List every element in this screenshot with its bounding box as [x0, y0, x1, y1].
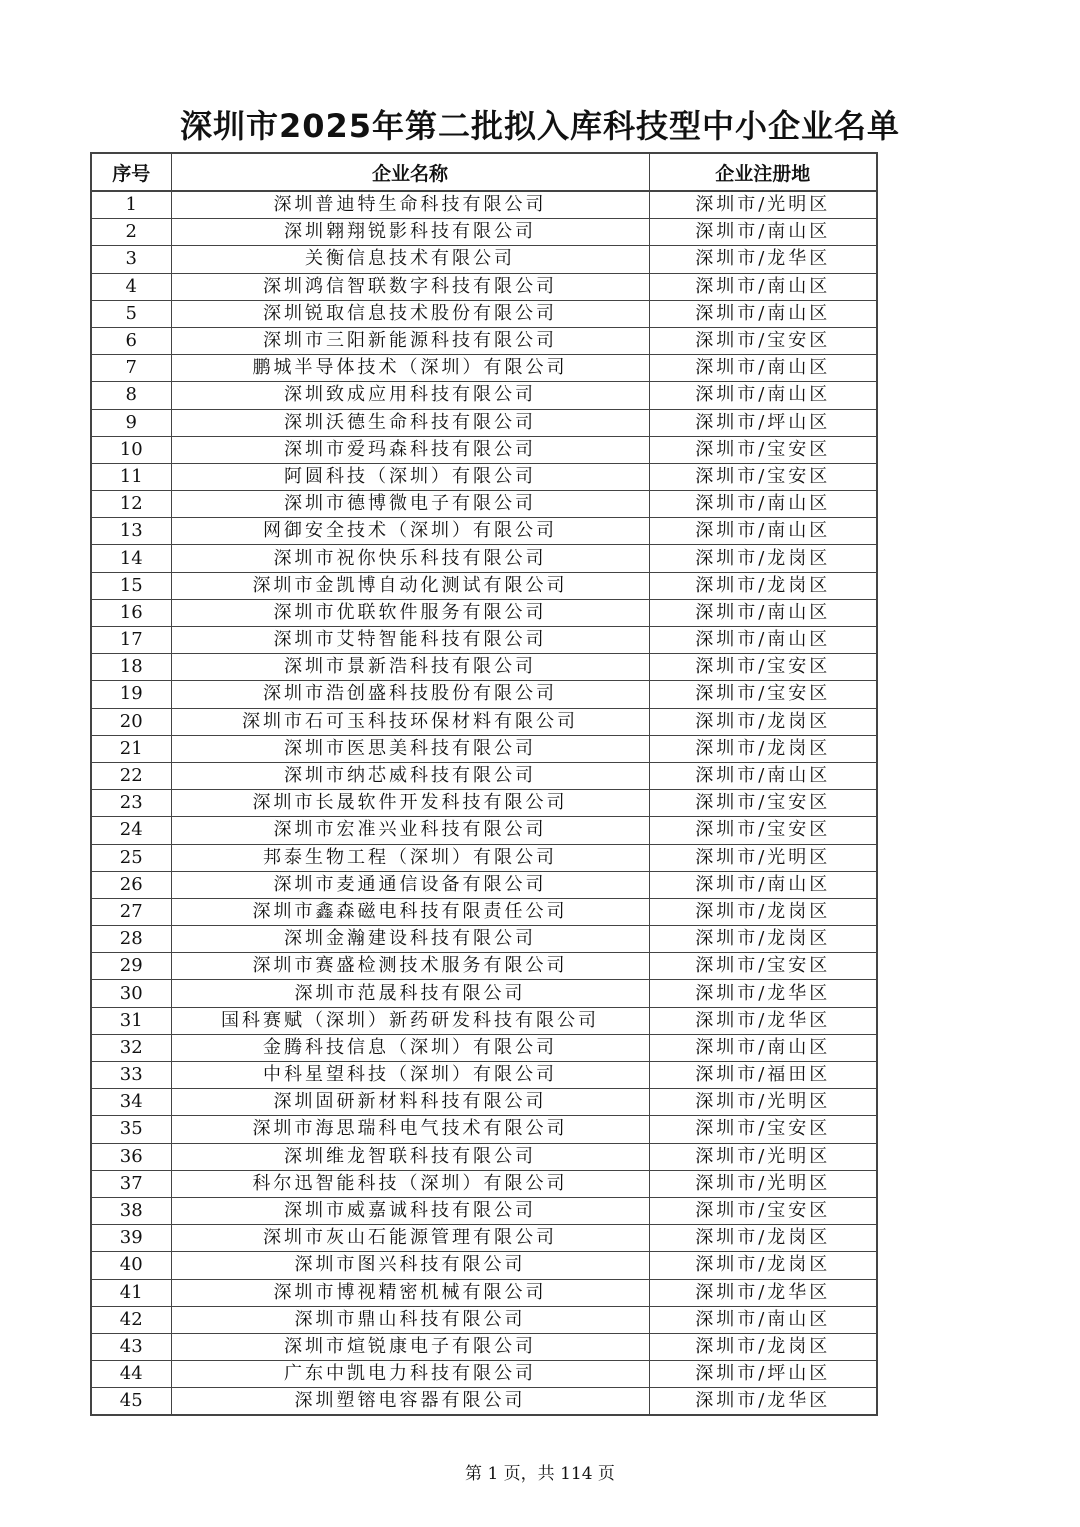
table-row [91, 627, 877, 654]
company-name-cell: 深圳市浩创盛科技股份有限公司 [171, 681, 649, 708]
table-row [91, 1225, 877, 1252]
registration-location-cell: 深圳市/宝安区 [649, 436, 877, 463]
serial-number-cell: 36 [91, 1143, 171, 1170]
registration-location-cell: 深圳市/南山区 [649, 1306, 877, 1333]
table-row [91, 762, 877, 789]
registration-location-cell: 深圳市/龙华区 [649, 1388, 877, 1416]
table-row [91, 545, 877, 572]
table-row [91, 1062, 877, 1089]
serial-number-cell: 27 [91, 898, 171, 925]
table-row [91, 463, 877, 490]
serial-number-cell: 5 [91, 300, 171, 327]
serial-number-cell: 10 [91, 436, 171, 463]
enterprise-table [90, 152, 878, 1416]
company-name-cell: 深圳鸿信智联数字科技有限公司 [171, 273, 649, 300]
registration-location-cell: 深圳市/南山区 [649, 762, 877, 789]
serial-number-cell: 22 [91, 762, 171, 789]
table-row [91, 681, 877, 708]
table-row [91, 246, 877, 273]
table-row [91, 572, 877, 599]
serial-number-cell: 45 [91, 1388, 171, 1416]
header-serial-number: 序号 [91, 153, 171, 191]
table-row [91, 1361, 877, 1388]
company-name-cell: 深圳市石可玉科技环保材料有限公司 [171, 708, 649, 735]
registration-location-cell: 深圳市/南山区 [649, 382, 877, 409]
registration-location-cell: 深圳市/南山区 [649, 300, 877, 327]
registration-location-cell: 深圳市/龙岗区 [649, 926, 877, 953]
company-name-cell: 深圳沃德生命科技有限公司 [171, 409, 649, 436]
registration-location-cell: 深圳市/光明区 [649, 191, 877, 219]
serial-number-cell: 23 [91, 790, 171, 817]
company-name-cell: 网御安全技术（深圳）有限公司 [171, 518, 649, 545]
serial-number-cell: 34 [91, 1089, 171, 1116]
serial-number-cell: 15 [91, 572, 171, 599]
company-name-cell: 深圳市麦通通信设备有限公司 [171, 871, 649, 898]
registration-location-cell: 深圳市/宝安区 [649, 1197, 877, 1224]
company-name-cell: 广东中凯电力科技有限公司 [171, 1361, 649, 1388]
table-row [91, 980, 877, 1007]
serial-number-cell: 30 [91, 980, 171, 1007]
registration-location-cell: 深圳市/宝安区 [649, 654, 877, 681]
company-name-cell: 深圳市范晟科技有限公司 [171, 980, 649, 1007]
company-name-cell: 深圳市博视精密机械有限公司 [171, 1279, 649, 1306]
registration-location-cell: 深圳市/南山区 [649, 273, 877, 300]
header-company-name: 企业名称 [171, 153, 649, 191]
table-row [91, 1007, 877, 1034]
registration-location-cell: 深圳市/龙华区 [649, 246, 877, 273]
serial-number-cell: 38 [91, 1197, 171, 1224]
company-name-cell: 深圳市鼎山科技有限公司 [171, 1306, 649, 1333]
table-row [91, 1197, 877, 1224]
company-name-cell: 深圳市煊锐康电子有限公司 [171, 1333, 649, 1360]
table-row [91, 1388, 877, 1416]
registration-location-cell: 深圳市/光明区 [649, 1170, 877, 1197]
serial-number-cell: 39 [91, 1225, 171, 1252]
company-name-cell: 深圳市海思瑞科电气技术有限公司 [171, 1116, 649, 1143]
registration-location-cell: 深圳市/南山区 [649, 219, 877, 246]
table-row [91, 654, 877, 681]
company-name-cell: 科尔迅智能科技（深圳）有限公司 [171, 1170, 649, 1197]
company-name-cell: 深圳市鑫森磁电科技有限责任公司 [171, 898, 649, 925]
company-name-cell: 深圳市赛盛检测技术服务有限公司 [171, 953, 649, 980]
company-name-cell: 深圳锐取信息技术股份有限公司 [171, 300, 649, 327]
company-name-cell: 邦泰生物工程（深圳）有限公司 [171, 844, 649, 871]
header-row [91, 153, 877, 191]
table-row [91, 191, 877, 219]
company-name-cell: 深圳维龙智联科技有限公司 [171, 1143, 649, 1170]
serial-number-cell: 14 [91, 545, 171, 572]
company-name-cell: 深圳市宏准兴业科技有限公司 [171, 817, 649, 844]
table-row [91, 1089, 877, 1116]
table-row [91, 273, 877, 300]
serial-number-cell: 25 [91, 844, 171, 871]
table-header [91, 153, 877, 191]
company-name-cell: 深圳市威嘉诚科技有限公司 [171, 1197, 649, 1224]
company-name-cell: 深圳市图兴科技有限公司 [171, 1252, 649, 1279]
serial-number-cell: 3 [91, 246, 171, 273]
registration-location-cell: 深圳市/宝安区 [649, 327, 877, 354]
registration-location-cell: 深圳市/宝安区 [649, 1116, 877, 1143]
registration-location-cell: 深圳市/龙岗区 [649, 1333, 877, 1360]
table-row [91, 844, 877, 871]
company-name-cell: 阿圆科技（深圳）有限公司 [171, 463, 649, 490]
registration-location-cell: 深圳市/龙岗区 [649, 735, 877, 762]
registration-location-cell: 深圳市/宝安区 [649, 681, 877, 708]
company-name-cell: 深圳固研新材料科技有限公司 [171, 1089, 649, 1116]
table-row [91, 926, 877, 953]
registration-location-cell: 深圳市/宝安区 [649, 790, 877, 817]
registration-location-cell: 深圳市/龙华区 [649, 1007, 877, 1034]
company-name-cell: 深圳市艾特智能科技有限公司 [171, 627, 649, 654]
serial-number-cell: 32 [91, 1034, 171, 1061]
registration-location-cell: 深圳市/龙岗区 [649, 545, 877, 572]
serial-number-cell: 2 [91, 219, 171, 246]
page-title: 深圳市2025年第二批拟入库科技型中小企业名单 [179, 107, 901, 145]
registration-location-cell: 深圳市/龙华区 [649, 1279, 877, 1306]
serial-number-cell: 43 [91, 1333, 171, 1360]
table-row [91, 871, 877, 898]
registration-location-cell: 深圳市/南山区 [649, 599, 877, 626]
serial-number-cell: 35 [91, 1116, 171, 1143]
company-name-cell: 深圳塑镕电容器有限公司 [171, 1388, 649, 1416]
company-name-cell: 深圳市三阳新能源科技有限公司 [171, 327, 649, 354]
serial-number-cell: 28 [91, 926, 171, 953]
company-name-cell: 鹏城半导体技术（深圳）有限公司 [171, 355, 649, 382]
table-row [91, 1143, 877, 1170]
registration-location-cell: 深圳市/宝安区 [649, 953, 877, 980]
registration-location-cell: 深圳市/龙岗区 [649, 1225, 877, 1252]
registration-location-cell: 深圳市/龙岗区 [649, 898, 877, 925]
registration-location-cell: 深圳市/光明区 [649, 1143, 877, 1170]
serial-number-cell: 19 [91, 681, 171, 708]
company-name-cell: 中科星望科技（深圳）有限公司 [171, 1062, 649, 1089]
registration-location-cell: 深圳市/坪山区 [649, 1361, 877, 1388]
registration-location-cell: 深圳市/南山区 [649, 627, 877, 654]
table-row [91, 735, 877, 762]
company-name-cell: 深圳金瀚建设科技有限公司 [171, 926, 649, 953]
table-row [91, 1116, 877, 1143]
company-name-cell: 深圳翱翔锐影科技有限公司 [171, 219, 649, 246]
registration-location-cell: 深圳市/龙岗区 [649, 572, 877, 599]
table-row [91, 518, 877, 545]
registration-location-cell: 深圳市/龙华区 [649, 980, 877, 1007]
serial-number-cell: 42 [91, 1306, 171, 1333]
serial-number-cell: 40 [91, 1252, 171, 1279]
table-row [91, 599, 877, 626]
table-row [91, 898, 877, 925]
serial-number-cell: 12 [91, 491, 171, 518]
registration-location-cell: 深圳市/宝安区 [649, 817, 877, 844]
registration-location-cell: 深圳市/宝安区 [649, 463, 877, 490]
table-row [91, 953, 877, 980]
company-name-cell: 国科赛赋（深圳）新药研发科技有限公司 [171, 1007, 649, 1034]
registration-location-cell: 深圳市/南山区 [649, 491, 877, 518]
company-name-cell: 深圳市景新浩科技有限公司 [171, 654, 649, 681]
serial-number-cell: 11 [91, 463, 171, 490]
table-row [91, 491, 877, 518]
header-registration-location: 企业注册地 [649, 153, 877, 191]
table-row [91, 382, 877, 409]
registration-location-cell: 深圳市/福田区 [649, 1062, 877, 1089]
table-row [91, 355, 877, 382]
serial-number-cell: 41 [91, 1279, 171, 1306]
company-name-cell: 深圳致成应用科技有限公司 [171, 382, 649, 409]
table-row [91, 409, 877, 436]
page-footer: 第 1 页，共 114 页 [465, 1464, 615, 1484]
serial-number-cell: 29 [91, 953, 171, 980]
company-name-cell: 深圳市纳芯威科技有限公司 [171, 762, 649, 789]
company-name-cell: 深圳普迪特生命科技有限公司 [171, 191, 649, 219]
registration-location-cell: 深圳市/龙岗区 [649, 708, 877, 735]
company-name-cell: 深圳市优联软件服务有限公司 [171, 599, 649, 626]
table-row [91, 300, 877, 327]
table-row [91, 1252, 877, 1279]
company-name-cell: 深圳市长晟软件开发科技有限公司 [171, 790, 649, 817]
company-name-cell: 深圳市祝你快乐科技有限公司 [171, 545, 649, 572]
serial-number-cell: 16 [91, 599, 171, 626]
serial-number-cell: 21 [91, 735, 171, 762]
serial-number-cell: 9 [91, 409, 171, 436]
table-row [91, 1170, 877, 1197]
serial-number-cell: 24 [91, 817, 171, 844]
table-row [91, 327, 877, 354]
company-name-cell: 关衡信息技术有限公司 [171, 246, 649, 273]
serial-number-cell: 13 [91, 518, 171, 545]
serial-number-cell: 33 [91, 1062, 171, 1089]
serial-number-cell: 44 [91, 1361, 171, 1388]
serial-number-cell: 4 [91, 273, 171, 300]
table-row [91, 790, 877, 817]
serial-number-cell: 17 [91, 627, 171, 654]
table-row [91, 1279, 877, 1306]
table-row [91, 219, 877, 246]
registration-location-cell: 深圳市/南山区 [649, 518, 877, 545]
registration-location-cell: 深圳市/南山区 [649, 355, 877, 382]
serial-number-cell: 26 [91, 871, 171, 898]
table-row [91, 1034, 877, 1061]
serial-number-cell: 7 [91, 355, 171, 382]
registration-location-cell: 深圳市/坪山区 [649, 409, 877, 436]
table-row [91, 1306, 877, 1333]
company-name-cell: 金腾科技信息（深圳）有限公司 [171, 1034, 649, 1061]
registration-location-cell: 深圳市/南山区 [649, 1034, 877, 1061]
table-row [91, 436, 877, 463]
company-name-cell: 深圳市爱玛森科技有限公司 [171, 436, 649, 463]
serial-number-cell: 20 [91, 708, 171, 735]
serial-number-cell: 31 [91, 1007, 171, 1034]
company-name-cell: 深圳市医思美科技有限公司 [171, 735, 649, 762]
table-row [91, 708, 877, 735]
registration-location-cell: 深圳市/光明区 [649, 1089, 877, 1116]
table-body [91, 191, 877, 1415]
company-name-cell: 深圳市金凯博自动化测试有限公司 [171, 572, 649, 599]
registration-location-cell: 深圳市/南山区 [649, 871, 877, 898]
company-name-cell: 深圳市德博微电子有限公司 [171, 491, 649, 518]
registration-location-cell: 深圳市/龙岗区 [649, 1252, 877, 1279]
company-name-cell: 深圳市灰山石能源管理有限公司 [171, 1225, 649, 1252]
serial-number-cell: 6 [91, 327, 171, 354]
table-row [91, 1333, 877, 1360]
serial-number-cell: 8 [91, 382, 171, 409]
serial-number-cell: 1 [91, 191, 171, 219]
table-row [91, 817, 877, 844]
serial-number-cell: 18 [91, 654, 171, 681]
serial-number-cell: 37 [91, 1170, 171, 1197]
registration-location-cell: 深圳市/光明区 [649, 844, 877, 871]
